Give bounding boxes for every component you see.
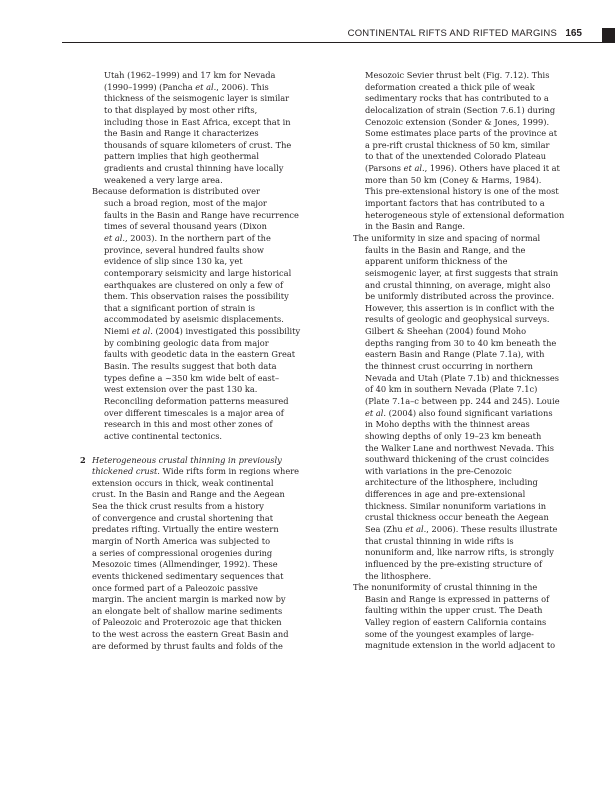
- text-line: architecture of the lithosphere, including: [365, 477, 538, 488]
- text-line: The uniformity in size and spacing of normal: [353, 232, 541, 243]
- text-line: Basin and Range is expressed in patterns of: [365, 593, 550, 604]
- text-line: of convergence and crustal shortening that: [92, 512, 274, 523]
- text-line: research in this and most other zones of: [104, 419, 273, 430]
- text-line: crustal thickness occur beneath the Aegean: [365, 512, 549, 523]
- text-line: contemporary seismicity and large historical: [104, 267, 292, 278]
- text-line: once formed part of a Paleozoic passive: [92, 582, 258, 593]
- text-line: (1990–1999) (Pancha et al., 2006). This: [104, 81, 269, 92]
- text-line: Nevada and Utah (Plate 7.1b) and thicknesses: [365, 372, 559, 383]
- text-line: a pre-rift crustal thickness of 50 km, similar: [365, 139, 550, 150]
- text-line: the lithosphere.: [365, 570, 432, 581]
- text-line: that crustal thinning in wide rifts is: [365, 535, 514, 546]
- text-line: of Paleozoic and Proterozoic age that thicken: [92, 617, 282, 628]
- text-line: faults with geodetic data in the eastern Great: [104, 349, 296, 360]
- page-number: 165: [565, 28, 582, 39]
- text-line: by combining geologic data from major: [104, 337, 269, 348]
- text-line: However, this assertion is in conflict with the: [365, 302, 555, 313]
- text-line: of 40 km in southern Nevada (Plate 7.1c): [365, 384, 538, 395]
- text-line: an elongate belt of shallow marine sediments: [92, 605, 283, 616]
- header-rule: [62, 42, 615, 43]
- text-line: that a significant portion of strain is: [104, 302, 255, 313]
- text-line: weakened a very large area.: [104, 174, 223, 185]
- text-line: eastern Basin and Range (Plate 7.1a), with: [365, 349, 545, 360]
- text-line: Reconciling deformation patterns measured: [104, 395, 289, 406]
- paragraph-gap: [92, 443, 324, 455]
- text-line: gradients and crustal thinning have locally: [104, 163, 284, 174]
- text-line: Some estimates place parts of the province at: [365, 128, 558, 139]
- text-line: and crustal thinning, on average, might also: [365, 279, 551, 290]
- text-line: Because deformation is distributed over: [92, 186, 260, 197]
- text-line: sedimentary rocks that has contributed to a: [365, 93, 549, 104]
- text-line: events thickened sedimentary sequences that: [92, 570, 284, 581]
- text-line: Sea the thick crust results from a history: [92, 501, 264, 512]
- text-line: including those in East Africa, except that in: [104, 116, 291, 127]
- text-line: showing depths of only 19–23 km beneath: [365, 430, 542, 441]
- text-line: thickness. Similar nonuniform variations in: [365, 500, 547, 511]
- text-line: are deformed by thrust faults and folds of the: [92, 640, 283, 651]
- list-item-2: [80, 454, 324, 653]
- text-line: faults in the Basin and Range have recurrence: [104, 209, 299, 220]
- text-line: times of several thousand years (Dixon: [104, 221, 267, 232]
- text-line: such a broad region, most of the major: [104, 198, 267, 209]
- text-line: Niemi et al. (2004) investigated this possibility: [104, 326, 301, 337]
- text-line: Gilbert & Sheehan (2004) found Moho: [365, 326, 527, 337]
- text-line: seismogenic layer, at first suggests that strain: [365, 267, 559, 278]
- right-column: [353, 70, 577, 652]
- text-line: to that displayed by most other rifts,: [104, 104, 258, 115]
- text-line: a series of compressional orogenies during: [92, 547, 273, 558]
- text-line: crust. In the Basin and Range and the Aegean: [92, 489, 285, 500]
- list-number: 2: [80, 454, 86, 465]
- text-line: province, several hundred faults show: [104, 244, 264, 255]
- text-line: with variations in the pre-Cenozoic: [365, 465, 512, 476]
- text-line: influenced by the pre-existing structure of: [365, 558, 543, 569]
- text-line: the thinnest crust occurring in northern: [365, 361, 533, 372]
- text-line: (Plate 7.1a–c between pp. 244 and 245). Louie: [365, 395, 560, 406]
- text-line: predates rifting. Virtually the entire western: [92, 524, 279, 535]
- text-line: Basin. The results suggest that both data: [104, 361, 277, 372]
- text-line: Cenozoic extension (Sonder & Jones, 1999).: [365, 116, 550, 127]
- text-line: depths ranging from 30 to 40 km beneath the: [365, 337, 557, 348]
- text-line: faulting within the upper crust. The Death: [365, 605, 543, 616]
- text-line: nonuniform and, like narrow rifts, is strongly: [365, 547, 554, 558]
- text-line: earthquakes are clustered on only a few of: [104, 279, 284, 290]
- text-line: faults in the Basin and Range, and the: [365, 244, 526, 255]
- text-line: (Parsons et al., 1996). Others have placed it at: [365, 163, 560, 174]
- text-line: thickened crust. Wide rifts form in regions where: [92, 466, 300, 477]
- text-line: margin of North America was subjected to: [92, 535, 271, 546]
- text-line: The nonuniformity of crustal thinning in the: [353, 582, 538, 593]
- text-line: to the west across the eastern Great Basin and: [92, 629, 289, 640]
- text-line: Valley region of eastern California contains: [365, 617, 547, 628]
- text-line: results of geologic and geophysical surveys.: [365, 314, 550, 325]
- text-line: the Basin and Range it characterizes: [104, 128, 259, 139]
- text-line: Utah (1962–1999) and 17 km for Nevada: [104, 70, 276, 80]
- text-line: to that of the unextended Colorado Plateau: [365, 151, 547, 162]
- text-line: them. This observation raises the possibility: [104, 291, 289, 302]
- text-line: et al., 2003). In the northern part of the: [104, 232, 271, 243]
- text-line: west extension over the past 130 ka.: [104, 384, 258, 395]
- text-line: magnitude extension in the world adjacent to: [365, 640, 556, 651]
- text-line: more than 50 km (Coney & Harms, 1984).: [365, 174, 542, 185]
- text-line: the Walker Lane and northwest Nevada. This: [365, 442, 555, 453]
- text-line: heterogeneous style of extensional deformation: [365, 209, 565, 220]
- header-tab-marker: [602, 28, 615, 42]
- text-line: some of the youngest examples of large-: [365, 628, 534, 639]
- text-line: in Moho depths with the thinnest areas: [365, 419, 530, 430]
- text-line: extension occurs in thick, weak continental: [92, 477, 274, 488]
- text-line: pattern implies that high geothermal: [104, 151, 259, 162]
- text-line: differences in age and pre-extensional: [365, 489, 526, 500]
- running-header: [0, 0, 615, 44]
- text-line: types define a ~350 km wide belt of east–: [104, 372, 280, 383]
- text-line: Mesozoic Sevier thrust belt (Fig. 7.12). This: [365, 70, 550, 80]
- text-line: evidence of slip since 130 ka, yet: [104, 256, 243, 267]
- text-line: Sea (Zhu et al., 2006). These results illustrate: [365, 523, 558, 534]
- text-line: thousands of square kilometers of crust. The: [104, 139, 292, 150]
- text-line: delocalization of strain (Section 7.6.1) during: [365, 104, 556, 115]
- text-line: thickness of the seismogenic layer is similar: [104, 93, 290, 104]
- text-line: deformation created a thick pile of weak: [365, 81, 535, 92]
- text-line: accommodated by aseismic displacements.: [104, 314, 284, 325]
- left-column: [80, 70, 324, 652]
- running-title: CONTINENTAL RIFTS AND RIFTED MARGINS: [347, 28, 557, 39]
- text-line: et al. (2004) also found significant variations: [365, 407, 553, 418]
- text-line: Heterogeneous crustal thinning in previously: [92, 454, 282, 465]
- text-line: This pre-extensional history is one of the most: [365, 186, 559, 197]
- text-line: southward thickening of the crust coincides: [365, 454, 549, 465]
- text-line: important factors that has contributed to a: [365, 198, 545, 209]
- text-line: margin. The ancient margin is marked now by: [92, 594, 286, 605]
- text-line: over different timescales is a major area of: [104, 407, 284, 418]
- text-line: apparent uniform thickness of the: [365, 256, 508, 267]
- text-line: be uniformly distributed across the province.: [365, 291, 555, 302]
- text-line: Mesozoic times (Allmendinger, 1992). These: [92, 559, 278, 570]
- text-line: active continental tectonics.: [104, 430, 223, 441]
- text-line: in the Basin and Range.: [365, 221, 466, 232]
